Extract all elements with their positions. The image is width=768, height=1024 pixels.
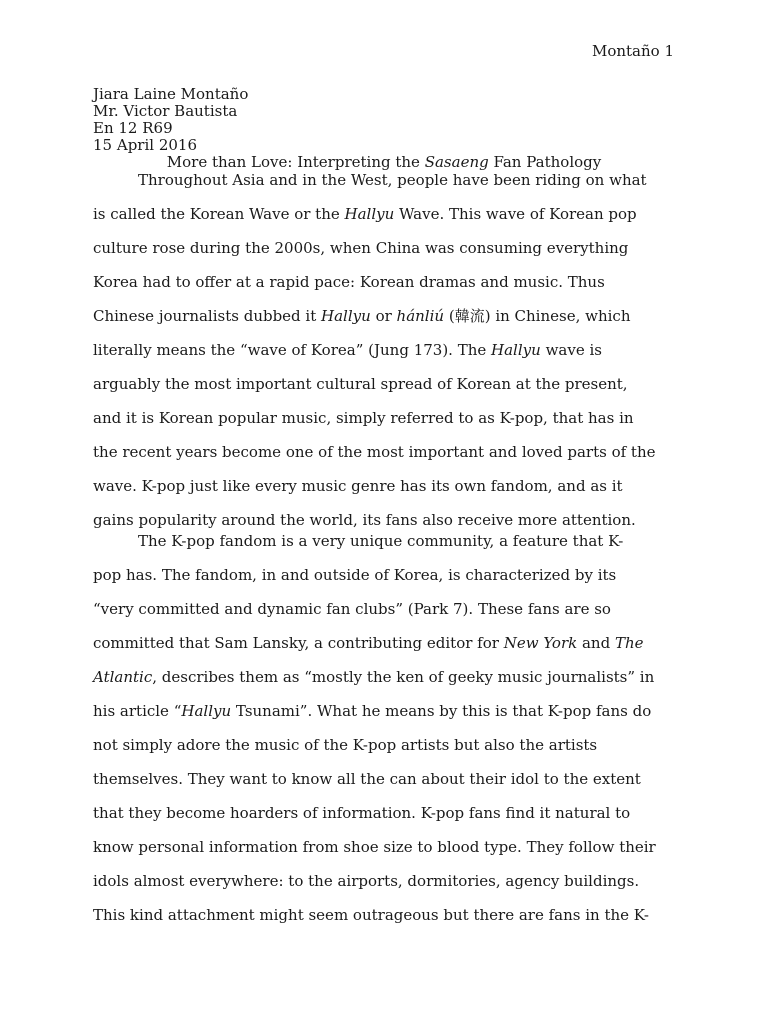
text-run: This kind attachment might seem outrageous but there are fans in the K- — [93, 906, 649, 924]
paragraph-1 — [93, 163, 678, 537]
text-run: , describes them as “mostly the ken of geeky music journalists” in — [152, 668, 655, 686]
text-run: gains popularity around the world, its fans also receive more attention. — [93, 511, 636, 529]
text-run: Wave. This wave of Korean pop — [394, 205, 637, 223]
text-run: wave is — [540, 341, 602, 359]
text-run: Chinese journalists dubbed it — [93, 307, 322, 325]
text-line — [93, 558, 678, 592]
text-run: not simply adore the music of the K-pop artists but also the artists — [93, 736, 598, 754]
text-run: his article “ — [93, 702, 182, 720]
text-run: arguably the most important cultural spread of Korean at the present, — [93, 375, 628, 393]
text-line — [93, 660, 678, 694]
italic-term: Hallyu — [344, 205, 395, 223]
text-line — [93, 626, 678, 660]
text-run: “very committed and dynamic fan clubs” (Park 7). These fans are so — [93, 600, 611, 618]
text-run: or — [370, 307, 397, 325]
text-line — [93, 864, 678, 898]
text-run: is called the Korean Wave or the — [93, 205, 345, 223]
course-name: En 12 R69 — [93, 119, 173, 137]
italic-term: hánliú — [396, 307, 445, 325]
student-name: Jiara Laine Montaño — [93, 85, 249, 103]
title-italic-term: Sasaeng — [424, 153, 489, 171]
title-text-start: More than Love: Interpreting the — [166, 153, 425, 171]
text-run: Tsunami”. What he means by this is that K-pop fans do — [231, 702, 652, 720]
text-run: pop has. The fandom, in and outside of Korea, is characterized by its — [93, 566, 617, 584]
italic-term: Hallyu — [491, 341, 541, 359]
text-run: that they become hoarders of information. K-pop fans find it natural to — [93, 804, 631, 822]
italic-term: Atlantic — [93, 668, 153, 686]
text-run: idols almost everywhere: to the airports, dormitories, agency buildings. — [93, 872, 640, 890]
text-line — [93, 367, 678, 401]
text-run: Korea had to offer at a rapid pace: Korean dramas and music. Thus — [93, 273, 605, 291]
text-line — [93, 265, 678, 299]
text-run: The K-pop fandom is a very unique community, a feature that K- — [138, 532, 624, 550]
text-line — [93, 469, 678, 503]
text-line — [93, 299, 678, 333]
text-line — [93, 524, 678, 558]
teacher-name: Mr. Victor Bautista — [93, 102, 238, 120]
text-run: (韓流) in Chinese, which — [444, 307, 631, 325]
text-line — [93, 333, 678, 367]
text-run: literally means the “wave of Korea” (Jung 173). The — [93, 341, 492, 359]
text-line — [93, 592, 678, 626]
title-text-end: Fan Pathology — [488, 153, 602, 171]
text-run: Throughout Asia and in the West, people have been riding on what — [138, 171, 647, 189]
text-run: culture rose during the 2000s, when China was consuming everything — [93, 239, 629, 257]
essay-date: 15 April 2016 — [93, 136, 197, 154]
italic-term: The — [614, 634, 644, 652]
text-run: wave. K-pop just like every music genre has its own fandom, and as it — [93, 477, 623, 495]
text-line — [93, 796, 678, 830]
text-line — [93, 401, 678, 435]
italic-term: Hallyu — [181, 702, 232, 720]
text-line — [93, 728, 678, 762]
text-line — [93, 231, 678, 265]
mla-heading — [93, 86, 248, 154]
text-line — [93, 694, 678, 728]
text-line — [93, 163, 678, 197]
page-header: Montaño 1 — [591, 42, 674, 60]
text-run: and — [577, 634, 615, 652]
text-line — [93, 830, 678, 864]
text-run: themselves. They want to know all the can about their idol to the extent — [93, 770, 641, 788]
text-run: know personal information from shoe size to blood type. They follow their — [93, 838, 656, 856]
text-line — [93, 197, 678, 231]
text-run: and it is Korean popular music, simply referred to as K-pop, that has in — [93, 409, 634, 427]
paragraph-2 — [93, 524, 678, 932]
text-line — [93, 435, 678, 469]
text-line — [93, 762, 678, 796]
text-run: the recent years become one of the most important and loved parts of the — [93, 443, 656, 461]
text-line — [93, 898, 678, 932]
text-run: committed that Sam Lansky, a contributing editor for — [93, 634, 504, 652]
italic-term: Hallyu — [321, 307, 371, 325]
italic-term: New York — [503, 634, 578, 652]
